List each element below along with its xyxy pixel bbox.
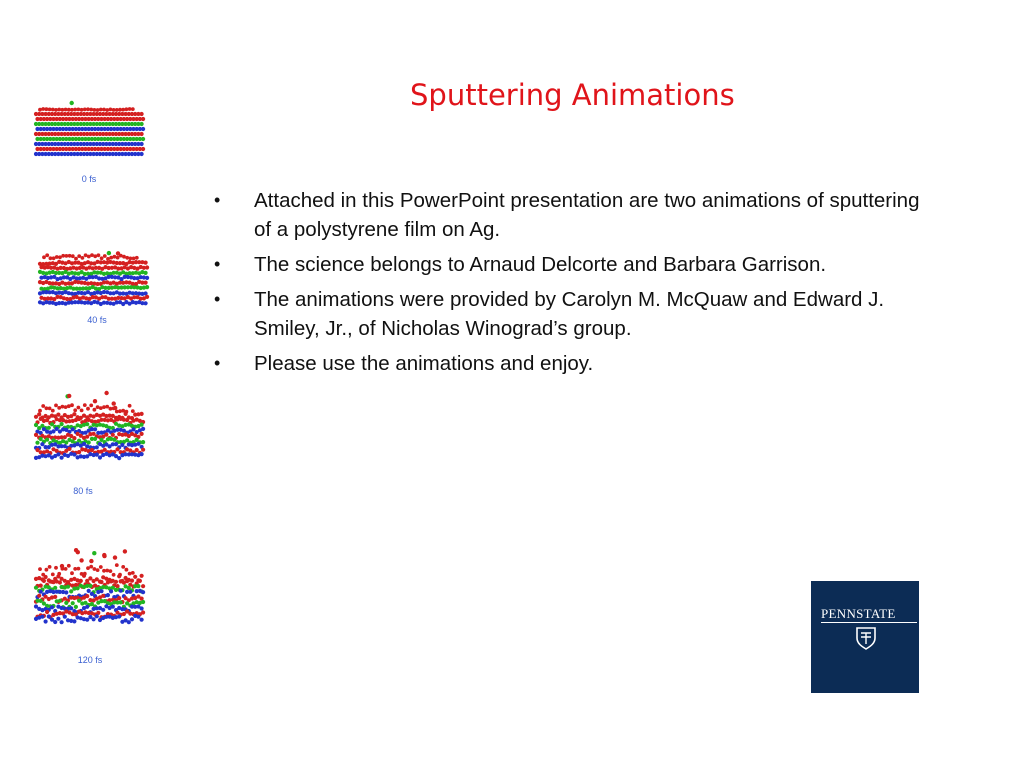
atom-dot <box>128 572 132 576</box>
atom-dot <box>116 256 120 260</box>
atom-dot <box>140 606 144 610</box>
atom-dot <box>48 407 52 411</box>
atom-dot <box>112 401 116 405</box>
atom-dot <box>45 438 49 442</box>
atom-dot <box>114 442 118 446</box>
atom-dot <box>77 450 81 454</box>
atom-dot <box>69 589 73 593</box>
atom-dot <box>86 407 90 411</box>
atom-dot <box>39 590 43 594</box>
atom-dot <box>115 447 119 451</box>
atom-dot <box>68 254 72 258</box>
atom-dot <box>130 617 134 621</box>
atom-dot <box>128 590 132 594</box>
atom-dot <box>113 406 117 410</box>
atom-dot <box>99 565 103 569</box>
atom-dot <box>109 108 113 112</box>
atom-dot <box>125 568 129 572</box>
atom-slab-image <box>34 243 154 313</box>
atom-dot <box>141 137 145 141</box>
atom-dot <box>89 565 93 569</box>
atom-dot <box>102 405 106 409</box>
atom-dot <box>37 412 41 416</box>
atom-dot <box>61 405 65 409</box>
atom-dot <box>105 569 109 573</box>
atom-dot <box>77 567 81 571</box>
atom-dot <box>38 409 42 413</box>
atom-dot <box>74 257 78 261</box>
atom-dot <box>144 271 148 275</box>
atom-dot <box>89 404 93 408</box>
atom-dot <box>140 423 144 427</box>
atom-dot <box>38 108 42 112</box>
atom-dot <box>125 410 129 414</box>
atom-dot <box>60 456 64 460</box>
atom-dot <box>141 610 145 614</box>
atom-dot <box>56 452 60 456</box>
atom-dot <box>136 442 140 446</box>
atom-dot <box>115 584 119 588</box>
atom-dot <box>67 394 71 398</box>
atom-dot <box>96 108 100 112</box>
atom-dot <box>141 427 145 431</box>
atom-dot <box>141 117 145 121</box>
atom-dot <box>107 251 111 255</box>
atom-dot <box>69 606 73 610</box>
atom-dot <box>41 404 45 408</box>
atom-dot <box>140 112 144 116</box>
atom-dot <box>103 254 107 258</box>
atom-dot <box>93 408 97 412</box>
atom-dot <box>50 605 54 609</box>
atom-dot <box>93 399 97 403</box>
atom-dot <box>77 406 81 410</box>
atom-dot <box>125 418 129 422</box>
atom-dot <box>145 285 149 289</box>
atom-dot <box>141 147 145 151</box>
atom-dot <box>53 595 57 599</box>
atom-dot <box>76 550 80 554</box>
atom-dot <box>54 566 58 570</box>
atom-dot <box>51 573 55 577</box>
atom-dot <box>70 403 74 407</box>
atom-dot <box>41 573 45 577</box>
atom-dot <box>117 596 121 600</box>
atom-dot <box>60 422 64 426</box>
atom-dot <box>105 108 109 112</box>
atom-dot <box>113 255 117 259</box>
atom-dot <box>145 295 149 299</box>
atom-dot <box>85 618 89 622</box>
atom-dot <box>125 256 129 260</box>
atom-dot <box>99 580 103 584</box>
atom-dot <box>130 579 134 583</box>
bullet-item: • The animations were provided by Carolyn M. McQuaw and Edward J. Smiley, Jr., of Nicholas Winograd’s group. <box>212 285 932 343</box>
atom-dot <box>145 276 149 280</box>
slide-title: Sputtering Animations <box>410 78 735 112</box>
atom-dot <box>118 573 122 577</box>
atom-dot <box>35 441 39 445</box>
atom-dot <box>101 594 105 598</box>
atom-dot <box>115 563 119 567</box>
atom-dot <box>79 558 83 562</box>
atom-dot <box>96 568 100 572</box>
bullet-list <box>212 186 932 384</box>
atom-dot <box>56 413 60 417</box>
atom-dot <box>141 584 145 588</box>
atom-dot <box>100 256 104 260</box>
atom-dot <box>47 614 51 618</box>
atom-slab-image <box>30 547 150 647</box>
atom-dot <box>140 412 144 416</box>
atom-dot <box>77 254 81 258</box>
atom-dot <box>99 589 103 593</box>
atom-dot <box>56 617 60 621</box>
atom-dot <box>125 579 129 583</box>
atom-dot <box>71 601 75 605</box>
animation-frame-40fs <box>34 243 154 313</box>
atom-dot <box>72 619 76 623</box>
atom-dot <box>66 585 70 589</box>
atom-dot <box>104 433 108 437</box>
atom-dot <box>140 132 144 136</box>
pennstate-logo <box>811 581 919 693</box>
atom-dot <box>135 448 139 452</box>
atom-dot <box>116 251 120 255</box>
atom-dot <box>102 553 106 557</box>
atom-dot <box>81 256 85 260</box>
atom-dot <box>45 610 49 614</box>
bullet-item: • Please use the animations and enjoy. <box>212 349 932 378</box>
atom-dot <box>64 601 68 605</box>
atom-dot <box>140 432 144 436</box>
atom-dot <box>97 253 101 257</box>
atom-dot <box>72 452 76 456</box>
atom-dot <box>113 555 117 559</box>
atom-dot <box>42 255 46 259</box>
atom-dot <box>119 589 123 593</box>
atom-dot <box>40 442 44 446</box>
atom-dot <box>58 580 62 584</box>
atom-dot <box>141 127 145 131</box>
atom-dot <box>34 433 38 437</box>
atom-dot <box>140 122 144 126</box>
atom-dot <box>93 437 97 441</box>
atom-dot <box>83 572 87 576</box>
atom-dot <box>54 108 58 112</box>
atom-dot <box>67 447 71 451</box>
frame-caption: 120 fs <box>77 655 103 665</box>
bullet-item: • Attached in this PowerPoint presentation are two animations of sputtering of a polystyrene film on Ag. <box>212 186 932 244</box>
atom-dot <box>140 574 144 578</box>
atom-dot <box>72 412 76 416</box>
atom-dot <box>105 405 109 409</box>
animation-frame-0fs <box>30 100 150 170</box>
atom-dot <box>101 608 105 612</box>
atom-dot <box>89 108 93 112</box>
frame-caption: 0 fs <box>81 174 97 184</box>
atom-dot <box>144 261 148 265</box>
atom-dot <box>47 426 51 430</box>
atom-slab-image <box>30 390 150 474</box>
atom-dot <box>64 567 68 571</box>
atom-dot <box>63 615 67 619</box>
atom-dot <box>140 452 144 456</box>
atom-dot <box>109 579 113 583</box>
atom-dot <box>112 573 116 577</box>
atom-dot <box>141 590 145 594</box>
atom-dot <box>67 564 71 568</box>
atom-dot <box>111 605 115 609</box>
atom-dot <box>95 614 99 618</box>
atom-dot <box>44 619 48 623</box>
atom-dot <box>71 427 75 431</box>
atom-dot <box>95 453 99 457</box>
atom-dot <box>80 409 84 413</box>
atom-dot <box>117 456 121 460</box>
shield-icon <box>855 626 877 650</box>
atom-dot <box>140 618 144 622</box>
frame-caption: 80 fs <box>73 486 93 496</box>
atom-dot <box>131 571 135 575</box>
atom-dot <box>73 408 77 412</box>
atom-dot <box>39 437 43 441</box>
bullet-item: • The science belongs to Arnaud Delcorte and Barbara Garrison. <box>212 250 932 279</box>
atom-dot <box>51 108 55 112</box>
atom-dot <box>85 594 89 598</box>
atom-dot <box>83 403 87 407</box>
logo-rule <box>821 622 917 623</box>
atom-dot <box>111 433 115 437</box>
atom-dot <box>141 600 145 604</box>
atom-dot <box>117 614 121 618</box>
atom-dot <box>70 101 74 105</box>
frame-caption: 40 fs <box>87 315 107 325</box>
atom-dot <box>54 404 58 408</box>
atom-dot <box>45 253 49 257</box>
atom-dot <box>102 108 106 112</box>
atom-dot <box>57 572 61 576</box>
atom-dot <box>87 589 91 593</box>
atom-dot <box>119 600 123 604</box>
atom-dot <box>120 443 124 447</box>
atom-dot <box>85 422 89 426</box>
atom-dot <box>128 404 132 408</box>
atom-dot <box>60 564 64 568</box>
atom-dot <box>133 575 137 579</box>
atom-dot <box>109 256 113 260</box>
atom-dot <box>34 586 38 590</box>
atom-dot <box>71 254 75 258</box>
atom-dot <box>58 599 62 603</box>
atom-dot <box>135 256 139 260</box>
atom-dot <box>131 427 135 431</box>
atom-dot <box>77 599 81 603</box>
atom-dot <box>45 568 49 572</box>
atom-dot <box>85 605 89 609</box>
atom-dot <box>64 405 68 409</box>
atom-dot <box>88 584 92 588</box>
atom-dot <box>136 584 140 588</box>
atom-dot <box>123 549 127 553</box>
atom-dot <box>64 590 68 594</box>
atom-dot <box>39 584 43 588</box>
atom-dot <box>131 409 135 413</box>
atom-dot <box>37 594 41 598</box>
atom-dot <box>87 440 91 444</box>
atom-dot <box>95 445 99 449</box>
atom-dot <box>89 559 93 563</box>
atom-dot <box>74 605 78 609</box>
atom-dot <box>106 593 110 597</box>
atom-dot <box>92 617 96 621</box>
atom-dot <box>48 565 52 569</box>
logo-wordmark: PENNSTATE <box>821 606 896 621</box>
atom-dot <box>93 427 97 431</box>
atom-dot <box>38 567 42 571</box>
atom-dot <box>53 586 57 590</box>
atom-dot <box>109 569 113 573</box>
atom-dot <box>144 281 148 285</box>
atom-dot <box>104 391 108 395</box>
atom-dot <box>77 108 81 112</box>
atom-dot <box>53 620 57 624</box>
atom-dot <box>132 257 136 261</box>
atom-dot <box>144 301 148 305</box>
atom-dot <box>79 579 83 583</box>
atom-dot <box>60 620 64 624</box>
atom-dot <box>45 418 49 422</box>
atom-dot <box>145 265 149 269</box>
atom-dot <box>42 579 46 583</box>
atom-dot <box>127 620 131 624</box>
atom-dot <box>70 571 74 575</box>
atom-dot <box>118 409 122 413</box>
atom-dot <box>80 108 84 112</box>
atom-slab-image <box>30 100 150 170</box>
atom-dot <box>141 448 145 452</box>
atom-dot <box>77 417 81 421</box>
animation-frame-80fs <box>30 390 150 474</box>
atom-dot <box>121 409 125 413</box>
atom-dot <box>141 440 145 444</box>
atom-dot <box>90 448 94 452</box>
atom-dot <box>34 423 38 427</box>
atom-dot <box>40 615 44 619</box>
atom-dot <box>140 152 144 156</box>
atom-dot <box>140 142 144 146</box>
atom-dot <box>136 615 140 619</box>
atom-dot <box>109 589 113 593</box>
atom-dot <box>121 565 125 569</box>
atom-dot <box>131 107 135 111</box>
animation-frame-120fs <box>30 547 150 647</box>
atom-dot <box>138 579 142 583</box>
atom-dot <box>51 409 55 413</box>
atom-dot <box>92 551 96 555</box>
